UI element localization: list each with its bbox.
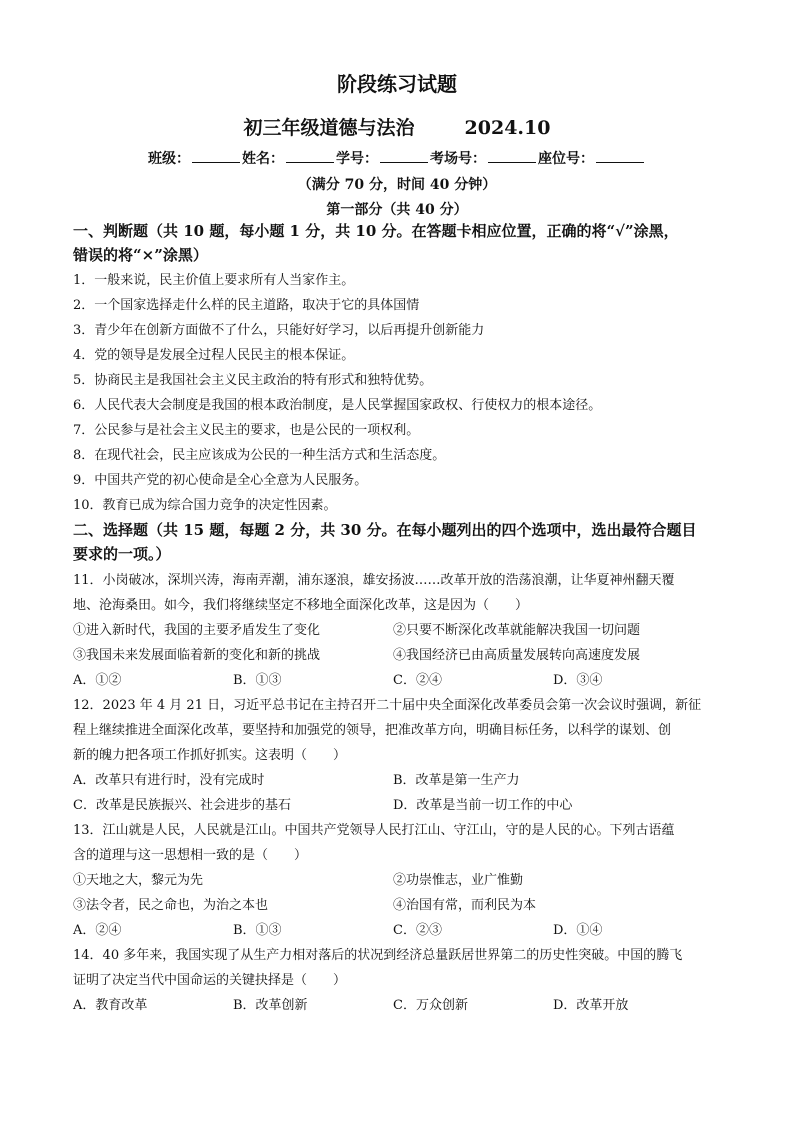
q11-statement-4: ④我国经济已由高质量发展转向高速度发展	[393, 648, 641, 663]
q11-option-d: D．③④	[553, 673, 603, 688]
q12-stem-line2: 程上继续推进全面深化改革，要坚持和加强党的领导，把准改革方向，明确目标任务，以科学的谋划、创	[73, 723, 672, 738]
q12-stem-line1: 12．2023 年 4 月 21 日，习近平总书记在主持召开二十届中央全面深化改革委员会第一次会议时强调，新征	[73, 698, 702, 713]
q11-statement-2: ②只要不断深化改革就能解决我国一切问题	[393, 623, 641, 638]
class-blank	[192, 148, 240, 163]
score-time-note: （满分 70 分，时间 40 分钟）	[297, 177, 497, 193]
q13-option-c: C．②③	[393, 923, 442, 938]
q14-stem-line1: 14．40 多年来，我国实现了从生产力相对落后的状况到经济总量跃居世界第二的历史性突破。中国的腾飞	[73, 948, 683, 963]
q14-option-a: A．教育改革	[73, 998, 148, 1013]
exam-date: 2024.10	[464, 117, 551, 139]
q12-stem-line3: 新的魄力把各项工作抓好抓实。这表明（ ）	[73, 748, 347, 763]
student-id-blank	[380, 148, 428, 163]
judgment-item: 5．协商民主是我国社会主义民主政治的特有形式和独特优势。	[73, 373, 433, 388]
q13-option-d: D．①④	[553, 923, 603, 938]
judgment-item: 1．一般来说，民主价值上要求所有人当家作主。	[73, 273, 355, 288]
part-heading: 第一部分（共 40 分）	[326, 202, 468, 218]
judgment-item: 3．青少年在创新方面做不了什么，只能好好学习，以后再提升创新能力	[73, 323, 485, 338]
exam-room-label: 考场号：	[430, 151, 486, 167]
section2-heading-line2: 要求的一项。）	[73, 545, 171, 563]
page-title: 阶段练习试题	[337, 72, 457, 96]
q11-option-b: B．①③	[233, 673, 282, 688]
q14-option-b: B．改革创新	[233, 998, 308, 1013]
name-label: 姓名：	[242, 151, 284, 167]
exam-room-blank	[488, 148, 536, 163]
student-id-label: 学号：	[336, 151, 378, 167]
judgment-item: 8．在现代社会，民主应该成为公民的一种生活方式和生活态度。	[73, 448, 446, 463]
q11-statement-1: ①进入新时代，我国的主要矛盾发生了变化	[73, 623, 321, 638]
q13-option-a: A．②④	[73, 923, 122, 938]
q12-option-d: D．改革是当前一切工作的中心	[393, 798, 573, 813]
q13-stem-line2: 含的道理与这一思想相一致的是（ ）	[73, 848, 308, 863]
q12-option-a: A．改革只有进行时，没有完成时	[73, 773, 265, 788]
q11-option-c: C．②④	[393, 673, 442, 688]
judgment-item: 6．人民代表大会制度是我国的根本政治制度，是人民掌握国家政权、行使权力的根本途径。	[73, 398, 602, 413]
q13-option-b: B．①③	[233, 923, 282, 938]
page-subtitle	[0, 113, 794, 140]
q13-statement-4: ④治国有常，而利民为本	[393, 898, 537, 913]
judgment-item: 9．中国共产党的初心使命是全心全意为人民服务。	[73, 473, 368, 488]
section1-heading-line2: 错误的将“×”涂黑）	[73, 246, 208, 264]
judgment-item: 7．公民参与是社会主义民主的要求，也是公民的一项权利。	[73, 423, 420, 438]
student-info-line	[0, 148, 794, 168]
q13-statement-3: ③法令者，民之命也，为治之本也	[73, 898, 269, 913]
seat-label: 座位号：	[538, 151, 594, 167]
section1-heading-line1: 一、判断题（共 10 题，每小题 1 分，共 10 分。在答题卡相应位置，正确的将“√”涂黑，	[73, 222, 679, 240]
q12-option-c: C．改革是民族振兴、社会进步的基石	[73, 798, 291, 813]
q11-stem-line2: 地、沧海桑田。如今，我们将继续坚定不移地全面深化改革，这是因为（ ）	[73, 598, 529, 613]
q12-option-b: B．改革是第一生产力	[393, 773, 520, 788]
q14-option-c: C．万众创新	[393, 998, 468, 1013]
seat-blank	[596, 148, 644, 163]
q13-statement-2: ②功崇惟志，业广惟勤	[393, 873, 524, 888]
q13-statement-1: ①天地之大，黎元为先	[73, 873, 204, 888]
subject-name: 初三年级道德与法治	[243, 117, 415, 139]
q14-option-d: D．改革开放	[553, 998, 629, 1013]
section2-heading	[73, 518, 728, 566]
section2-heading-line1: 二、选择题（共 15 题，每题 2 分，共 30 分。在每小题列出的四个选项中，选出最符合题目	[73, 521, 697, 539]
name-blank	[286, 148, 334, 163]
judgment-item: 2．一个国家选择走什么样的民主道路，取决于它的具体国情	[73, 298, 420, 313]
q11-statement-3: ③我国未来发展面临着新的变化和新的挑战	[73, 648, 321, 663]
q11-stem-line1: 11．小岗破冰，深圳兴涛，海南弄潮，浦东逐浪，雄安扬波……改革开放的浩荡浪潮，让华夏神州翻天覆	[73, 573, 675, 588]
q14-stem-line2: 证明了决定当代中国命运的关键抉择是（ ）	[73, 973, 347, 988]
judgment-item: 4．党的领导是发展全过程人民民主的根本保证。	[73, 348, 355, 363]
judgment-item: 10．教育已成为综合国力竞争的决定性因素。	[73, 498, 337, 513]
class-label: 班级：	[148, 151, 190, 167]
q13-stem-line1: 13．江山就是人民，人民就是江山。中国共产党领导人民打江山、守江山，守的是人民的心。下列古语蕴	[73, 823, 675, 838]
q11-option-a: A．①②	[73, 673, 122, 688]
section1-heading	[73, 219, 728, 267]
